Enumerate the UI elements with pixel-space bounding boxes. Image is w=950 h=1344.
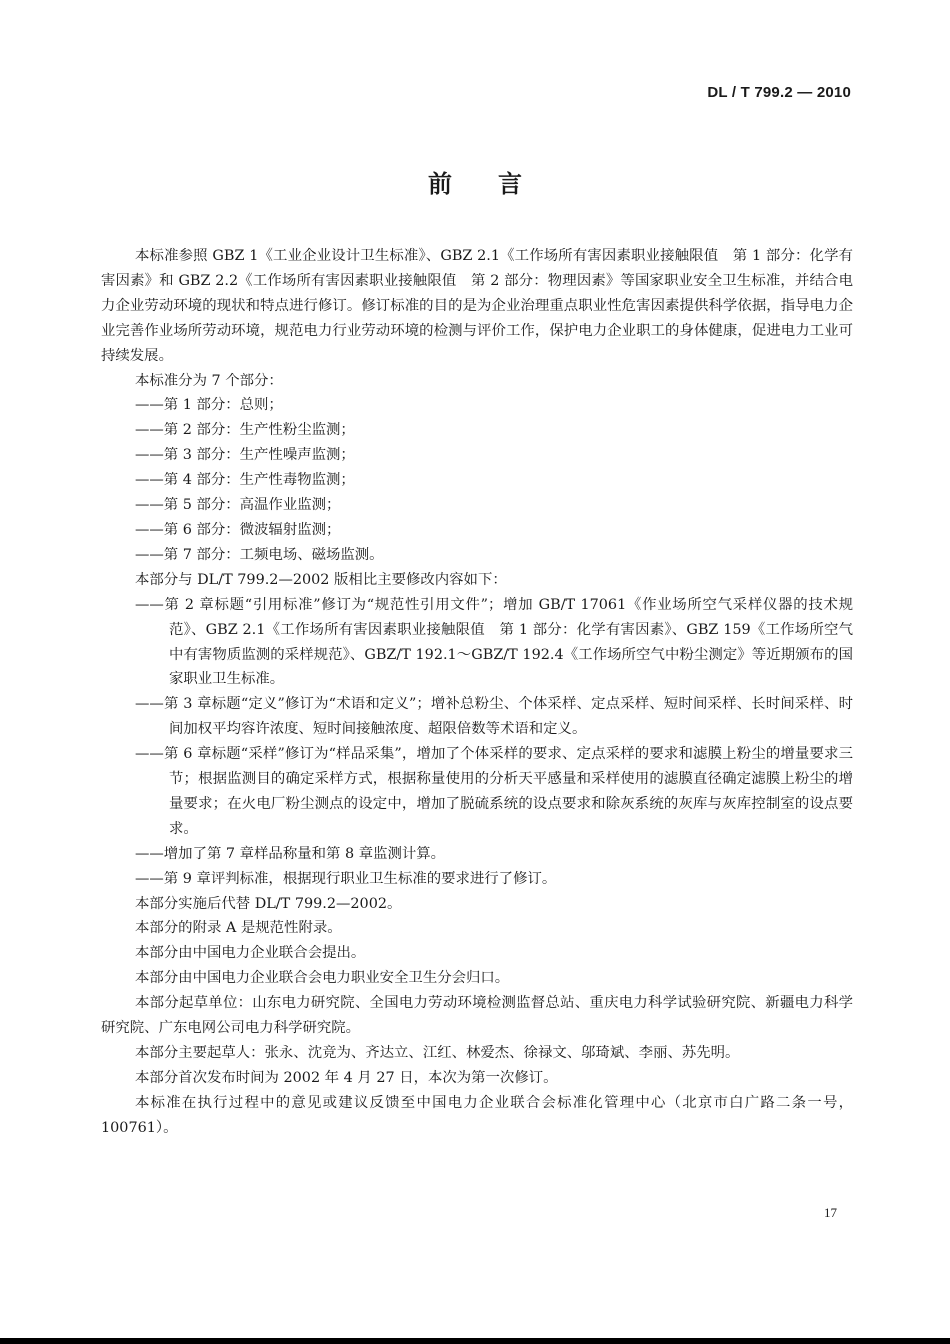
list-item-change-chapter-6: ——第 6 章标题“采样”修订为“样品采集”，增加了个体采样的要求、定点采样的要求和滤膜上粉尘的增量要求三节；根据监测目的确定采样方式，根据称量使用的分析天平感量和采样使用的滤膜直径确定滤膜上粉尘的增量要求；在火电厂粉尘测点的设定中，增加了脱硫系统的设点要求和除灰系统的灰库与灰库控制室的设点要求。 <box>135 746 853 837</box>
paragraph-annex: 本部分的附录 A 是规范性附录。 <box>135 920 342 937</box>
page-title: 前言 <box>428 170 568 198</box>
list-item-change-chapter-2: ——第 2 章标题“引用标准”修订为“规范性引用文件”；增加 GB/T 17061《作业场所空气采样仪器的技术规范》、GBZ 2.1《工作场所有害因素职业接触限值 第 1 部分：化学有害因素》、GBZ 159《工作场所空气中有害物质监测的采样规范》、GBZ/T 192.1～GBZ/T 192.4《工作场所空气中粉尘测定》等近期颁布的国家职业卫生标准。 <box>135 596 853 688</box>
list-item-part-3: ——第 3 部分：生产性噪声监测； <box>135 447 355 464</box>
bottom-border <box>0 1338 950 1344</box>
list-item-part-6: ——第 6 部分：微波辐射监测； <box>135 521 341 538</box>
paragraph-replaces: 本部分实施后代替 DL/T 799.2—2002。 <box>135 895 402 912</box>
list-item-part-4: ——第 4 部分：生产性毒物监测； <box>135 472 355 489</box>
paragraph-drafting-units: 本部分起草单位：山东电力研究院、全国电力劳动环境检测监督总站、重庆电力科学试验研究院、新疆电力科学研究院、广东电网公司电力科学研究院。 <box>101 995 853 1037</box>
paragraph-drafters: 本部分主要起草人：张永、沈竞为、齐达立、江红、林爱杰、徐禄文、邬琦斌、李丽、苏先明。 <box>135 1045 740 1061</box>
list-item-part-2: ——第 2 部分：生产性粉尘监测； <box>135 422 355 439</box>
list-item-part-1: ——第 1 部分：总则； <box>135 397 283 414</box>
paragraph-changes-heading: 本部分与 DL/T 799.2—2002 版相比主要修改内容如下： <box>135 571 507 588</box>
paragraph-first-issue: 本部分首次发布时间为 2002 年 4 月 27 日，本次为第一次修订。 <box>135 1069 558 1086</box>
standard-code: DL / T 799.2 — 2010 <box>707 84 851 101</box>
list-item-change-chapter-9: ——第 9 章评判标准，根据现行职业卫生标准的要求进行了修订。 <box>135 870 557 887</box>
paragraph-intro: 本标准参照 GBZ 1《工业企业设计卫生标准》、GBZ 2.1《工作场所有害因素职业接触限值 第 1 部分：化学有害因素》和 GBZ 2.2《工作场所有害因素职业接触限值 第 2 部分：物理因素》等国家职业安全卫生标准，并结合电力企业劳动环境的现状和特点进行修订。修订标准的目的是为企业治理重点职业性危害因素提供科学依据，指导电力企业完善作业场所劳动环境，规范电力行业劳动环境的检测与评价工作，保护电力企业职工的身体健康，促进电力工业可持续发展。 <box>101 248 853 364</box>
paragraph-administered-by: 本部分由中国电力企业联合会电力职业安全卫生分会归口。 <box>135 970 510 987</box>
list-item-change-chapter-3: ——第 3 章标题“定义”修订为“术语和定义”；增补总粉尘、个体采样、定点采样、短时间采样、长时间采样、时间加权平均容许浓度、短时间接触浓度、超限倍数等术语和定义。 <box>135 696 853 738</box>
page-number: 17 <box>824 1205 837 1220</box>
paragraph-parts-heading: 本标准分为 7 个部分： <box>135 372 283 389</box>
paragraph-feedback: 本标准在执行过程中的意见或建议反馈至中国电力企业联合会标准化管理中心（北京市白广路二条一号，100761）。 <box>101 1094 853 1136</box>
list-item-part-7: ——第 7 部分：工频电场、磁场监测。 <box>135 546 384 563</box>
foreword-body <box>101 244 853 1141</box>
list-item-change-chapter-7-8: ——增加了第 7 章样品称量和第 8 章监测计算。 <box>135 845 446 862</box>
paragraph-proposed-by: 本部分由中国电力企业联合会提出。 <box>135 945 366 962</box>
list-item-part-5: ——第 5 部分：高温作业监测； <box>135 497 341 514</box>
